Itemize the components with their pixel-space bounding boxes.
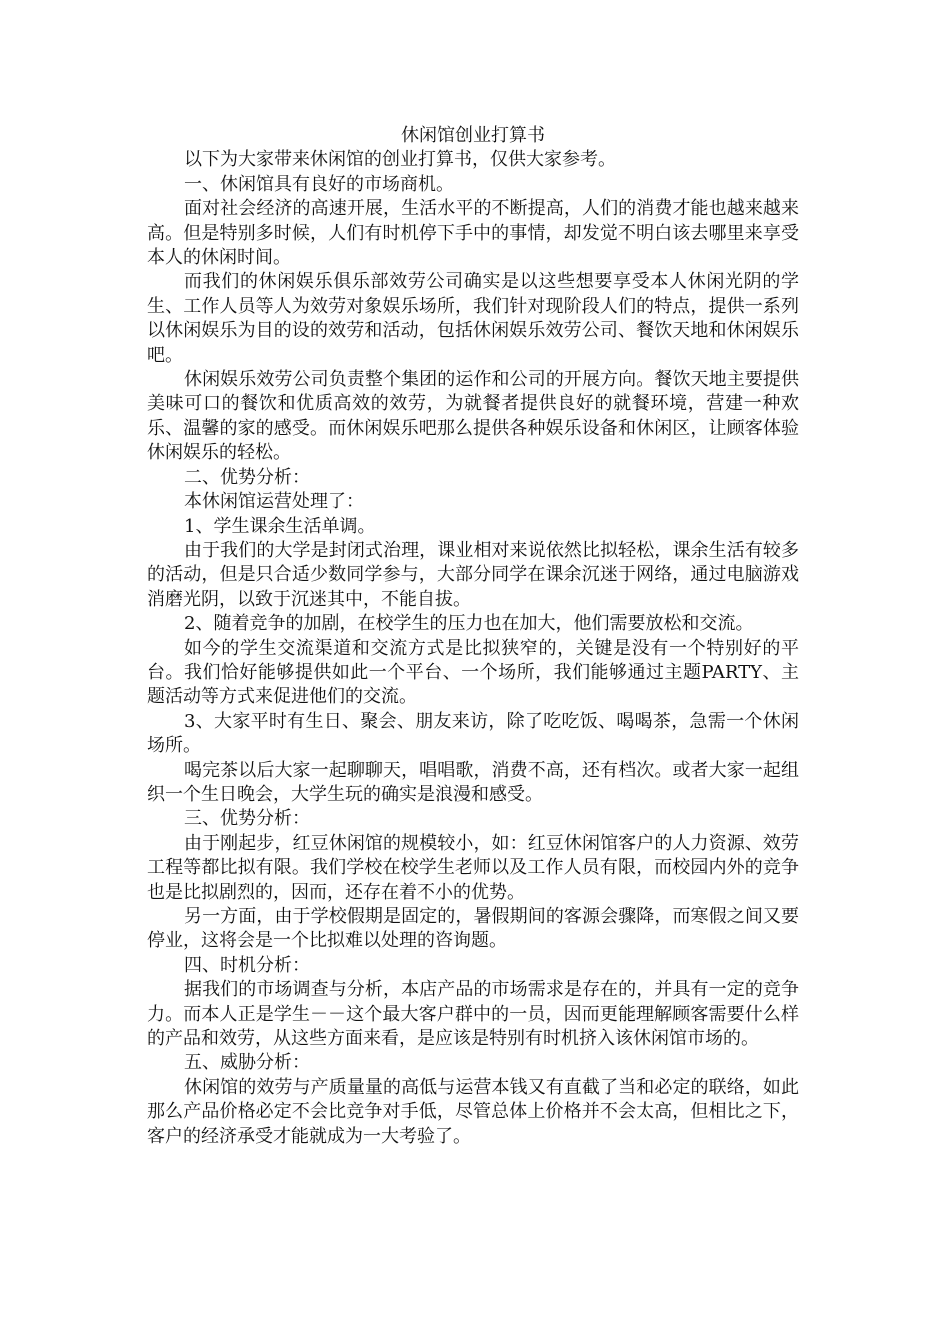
section-heading-3: 三、优势分析： — [184, 808, 310, 830]
body-paragraph: 另一方面，由于学校假期是固定的，暑假期间的客源会骤降，而寒假之间又要停业，这将会是一个比拟难以处理的咨询题。 — [147, 906, 799, 952]
body-paragraph: 由于刚起步，红豆休闲馆的规模较小，如：红豆休闲馆客户的人力资源、效劳工程等都比拟有限。我们学校在校学生老师以及工作人员有限，而校园内外的竞争也是比拟剧烈的，因而，还存在着不小的优势。 — [147, 832, 799, 903]
document-title: 休闲馆创业打算书 — [401, 125, 545, 146]
body-paragraph: 本休闲馆运营处理了： — [184, 491, 364, 513]
document-page — [147, 124, 799, 1149]
body-paragraph: 而我们的休闲娱乐俱乐部效劳公司确实是以这些想要享受本人休闲光阴的学生、工作人员等人为效劳对象娱乐场所，我们针对现阶段人们的特点，提供一系列以休闲娱乐为目的设的效劳和活动，包括休闲娱乐效劳公司、餐饮天地和休闲娱乐吧。 — [147, 271, 799, 366]
section-heading-4: 四、时机分析： — [184, 954, 310, 976]
list-item-3: 3、大家平时有生日、聚会、朋友来访，除了吃吃饭、喝喝茶，急需一个休闲场所。 — [147, 710, 799, 757]
section-heading-2: 二、优势分析： — [184, 466, 310, 488]
body-paragraph: 休闲馆的效劳与产质量量的高低与运营本钱又有直截了当和必定的联络，如此那么产品价格必定不会比竞争对手低，尽管总体上价格并不会太高，但相比之下，客户的经济承受才能就成为一大考验了。 — [147, 1076, 799, 1147]
section-heading-1: 一、休闲馆具有良好的市场商机。 — [184, 173, 454, 195]
intro-paragraph: 以下为大家带来休闲馆的创业打算书，仅供大家参考。 — [184, 149, 616, 171]
body-paragraph: 如今的学生交流渠道和交流方式是比拟狭窄的，关键是没有一个特别好的平台。我们恰好能够提供如此一个平台、一个场所，我们能够通过主题PARTY、主题活动等方式来促进他们的交流。 — [147, 637, 799, 708]
list-item-2: 2、随着竞争的加剧，在校学生的压力也在加大，他们需要放松和交流。 — [184, 613, 754, 635]
section-heading-5: 五、威胁分析： — [184, 1052, 310, 1074]
body-paragraph: 休闲娱乐效劳公司负责整个集团的运作和公司的开展方向。餐饮天地主要提供美味可口的餐饮和优质高效的效劳，为就餐者提供良好的就餐环境，营建一种欢乐、温馨的家的感受。而休闲娱乐吧那么提供各种娱乐设备和休闲区，让顾客体验休闲娱乐的轻松。 — [147, 369, 799, 464]
body-paragraph: 据我们的市场调查与分析，本店产品的市场需求是存在的，并具有一定的竞争力。而本人正是学生－－这个最大客户群中的一员，因而更能理解顾客需要什么样的产品和效劳，从这些方面来看，是应该是特别有时机挤入该休闲馆市场的。 — [147, 979, 799, 1050]
body-paragraph: 面对社会经济的高速开展，生活水平的不断提高，人们的消费才能也越来越来高。但是特别多时候，人们有时机停下手中的事情，却发觉不明白该去哪里来享受本人的休闲时间。 — [147, 198, 799, 269]
body-paragraph: 喝完茶以后大家一起聊聊天，唱唱歌，消费不高，还有档次。或者大家一起组织一个生日晚会，大学生玩的确实是浪漫和感受。 — [147, 759, 799, 805]
body-paragraph: 由于我们的大学是封闭式治理，课业相对来说依然比拟轻松，课余生活有较多的活动，但是只合适少数同学参与，大部分同学在课余沉迷于网络，通过电脑游戏消磨光阴，以致于沉迷其中，不能自拔。 — [147, 539, 799, 610]
list-item-1: 1、学生课余生活单调。 — [184, 515, 376, 537]
